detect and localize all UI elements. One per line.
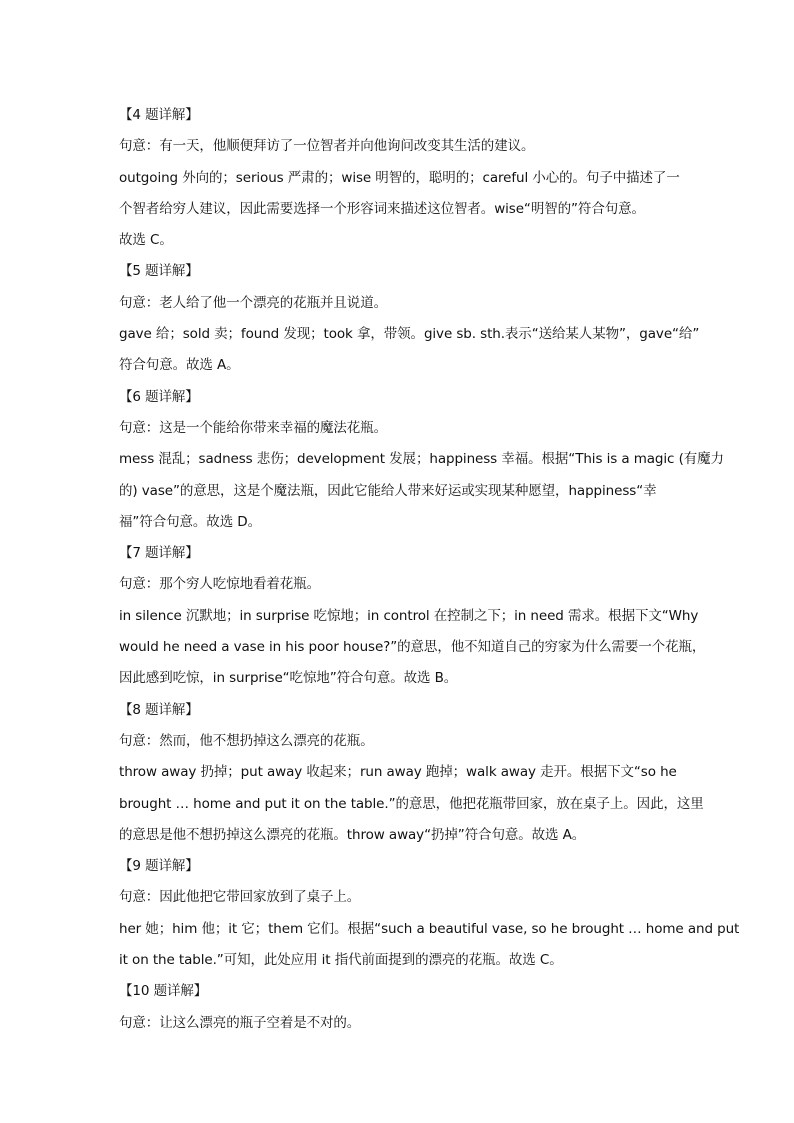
section-8 (119, 695, 704, 851)
section-6 (119, 382, 724, 538)
sentence-meaning: 句意：老人给了他一个漂亮的花瓶并且说道。 (119, 294, 387, 311)
explanation-line: 因此感到吃惊，in surprise“吃惊地”符合句意。故选 B。 (119, 670, 458, 687)
section-heading: 【6 题详解】 (119, 388, 199, 405)
explanation-line: mess 混乱；sadness 悲伤；development 发展；happiness 幸福。根据“This is a magic (有魔力 (119, 451, 724, 468)
sentence-meaning: 句意：然而，他不想扔掉这么漂亮的花瓶。 (119, 732, 374, 749)
explanation-line: brought … home and put it on the table.”的意思，他把花瓶带回家，放在桌子上。因此，这里 (119, 795, 704, 812)
section-heading: 【7 题详解】 (119, 545, 199, 562)
section-4 (119, 100, 680, 256)
section-heading: 【10 题详解】 (119, 983, 208, 1000)
sentence-meaning: 句意：有一天，他顺便拜访了一位智者并向他询问改变其生活的建议。 (119, 138, 535, 155)
section-10 (119, 976, 671, 1039)
section-7 (119, 538, 706, 694)
explanation-line: in silence 沉默地；in surprise 吃惊地；in control 在控制之下；in need 需求。根据下文“Why (119, 607, 699, 624)
section-heading: 【4 题详解】 (119, 107, 199, 123)
section-heading: 【5 题详解】 (119, 263, 199, 280)
explanation-line: her 她；him 他；it 它；them 它们。根据“such a beautiful vase, so he brought … home and put (119, 920, 740, 937)
section-5 (119, 256, 700, 381)
answer-explanations (119, 100, 740, 1039)
sentence-meaning: 句意：这是一个能给你带来幸福的魔法花瓶。 (119, 419, 387, 436)
explanation-line: throw away 扔掉；put away 收起来；run away 跑掉；walk away 走开。根据下文“so he (119, 764, 677, 781)
explanation-line: 符合句意。故选 A。 (119, 357, 240, 374)
sentence-meaning: 句意：那个穷人吃惊地看着花瓶。 (119, 576, 320, 593)
sentence-meaning: 句意：因此他把它带回家放到了桌子上。 (119, 889, 361, 906)
explanation-line: would he need a vase in his poor house?”的意思，他不知道自己的穷家为什么需要一个花瓶， (119, 639, 706, 656)
explanation-line: gave 给；sold 卖；found 发现；took 拿，带领。give sb. sth.表示“送给某人某物”，gave“给” (119, 326, 700, 343)
section-9 (119, 851, 740, 976)
explanation-line: 故选 C。 (119, 232, 173, 249)
explanation-line: it on the table.”可知，此处应用 it 指代前面提到的漂亮的花瓶。故选 C。 (119, 952, 563, 969)
explanation-line: 的意思是他不想扔掉这么漂亮的花瓶。throw away“扔掉”符合句意。故选 A。 (119, 826, 586, 843)
explanation-line: 的) vase”的意思，这是个魔法瓶，因此它能给人带来好运或实现某种愿望，happiness“幸 (119, 482, 657, 499)
sentence-meaning: 句意：让这么漂亮的瓶子空着是不对的。 (119, 1014, 361, 1031)
explanation-line: 个智者给穷人建议，因此需要选择一个形容词来描述这位智者。wise“明智的”符合句意。 (119, 200, 645, 217)
explanation-line: outgoing 外向的；serious 严肃的；wise 明智的，聪明的；careful 小心的。句子中描述了一 (119, 169, 680, 186)
section-heading: 【8 题详解】 (119, 701, 199, 718)
explanation-line: 福”符合句意。故选 D。 (119, 513, 261, 530)
section-heading: 【9 题详解】 (119, 858, 199, 875)
